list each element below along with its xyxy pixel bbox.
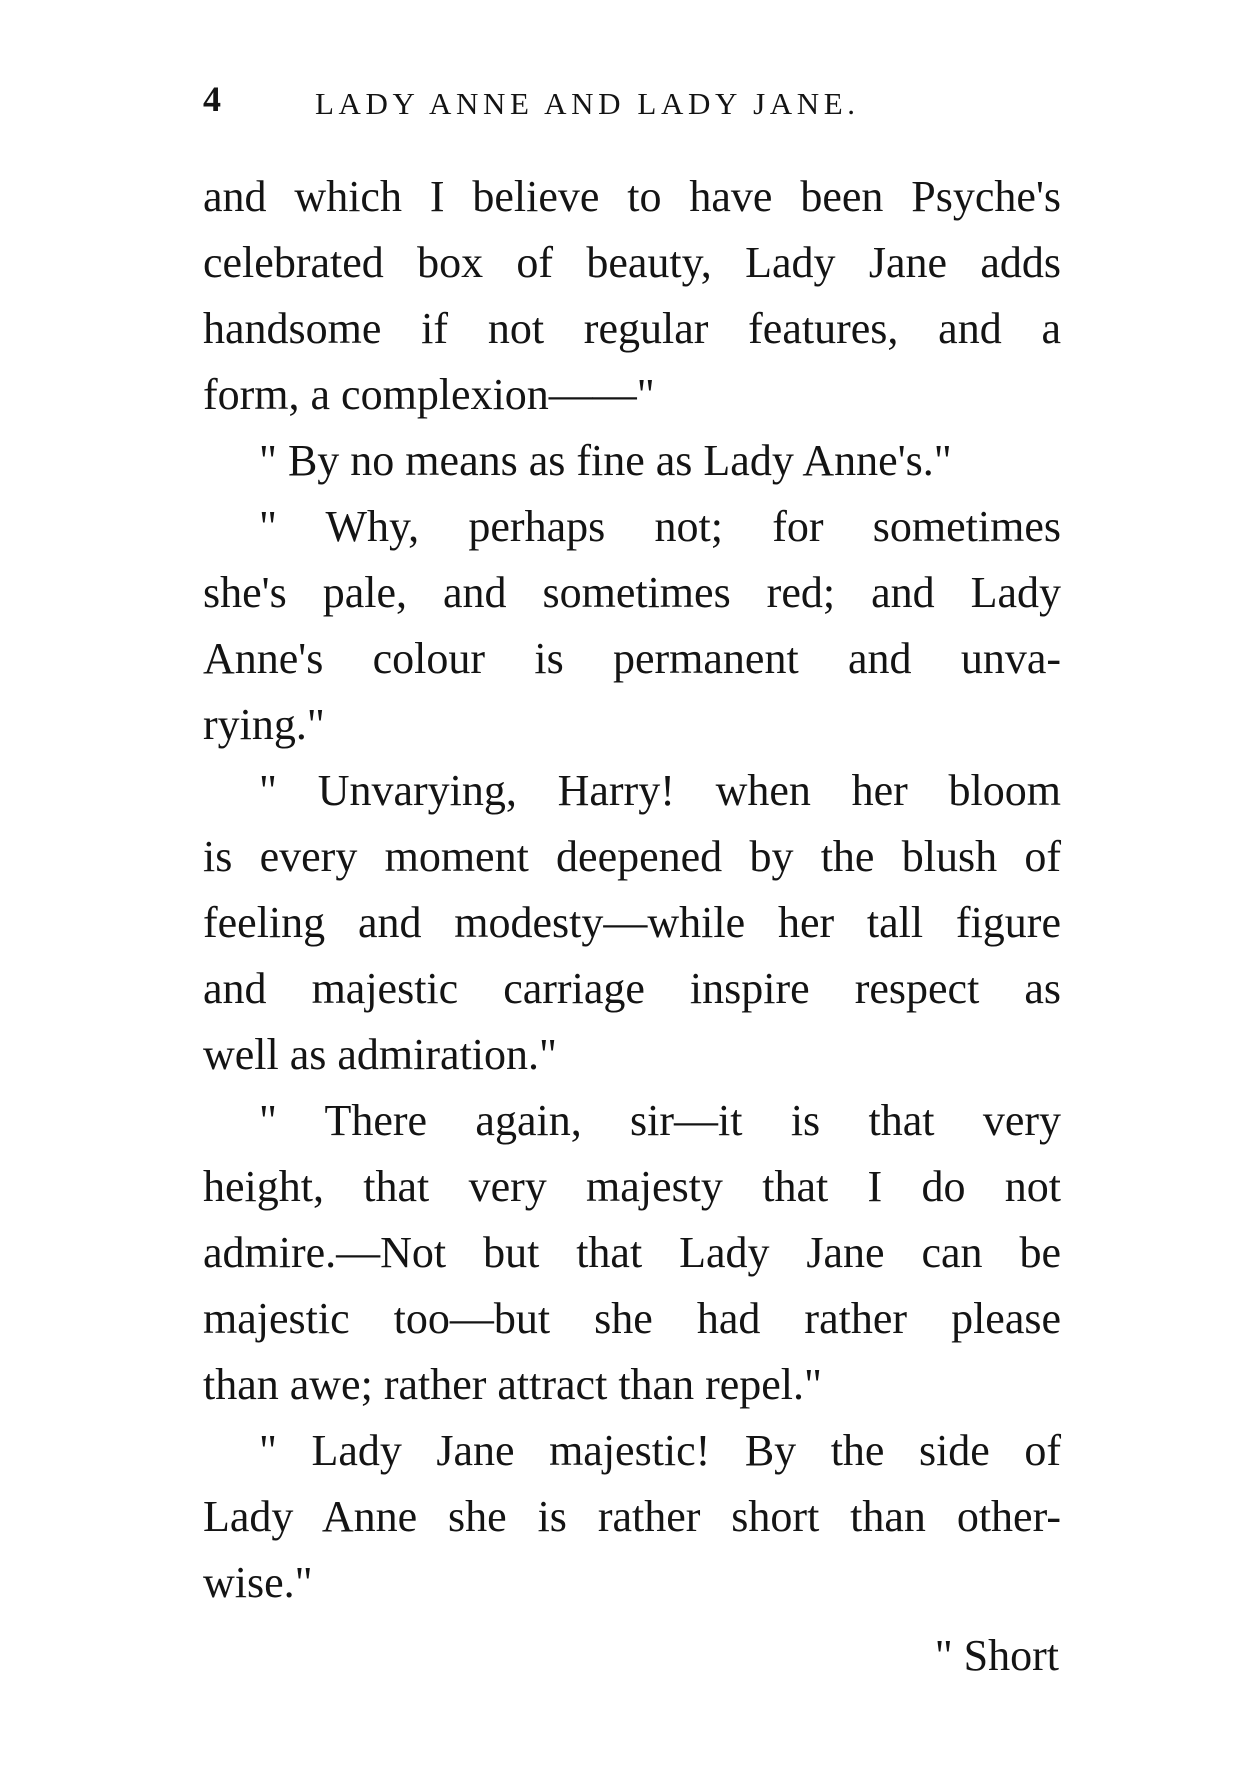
text-line: well as admiration."	[203, 1030, 557, 1079]
text-line: celebrated box of beauty, Lady Jane adds	[203, 238, 1061, 287]
text-line: " There again, sir—it is that very	[259, 1096, 1061, 1145]
text-line: rying."	[203, 700, 325, 749]
text-line: wise."	[203, 1558, 313, 1607]
text-line: majestic too—but she had rather please	[203, 1294, 1061, 1343]
text-line: height, that very majesty that I do not	[203, 1162, 1061, 1211]
text-line: feeling and modesty—while her tall figure	[203, 898, 1061, 947]
text-line: " By no means as fine as Lady Anne's."	[259, 436, 952, 485]
page-header	[203, 78, 1063, 128]
text-line: than awe; rather attract than repel."	[203, 1360, 822, 1409]
text-line: " Lady Jane majestic! By the side of	[259, 1426, 1061, 1475]
catchword: " Short	[934, 1631, 1059, 1680]
body-text	[203, 164, 1061, 1616]
running-title: LADY ANNE AND LADY JANE.	[315, 86, 860, 121]
text-line: admire.—Not but that Lady Jane can be	[203, 1228, 1061, 1277]
text-line: and which I believe to have been Psyche's	[203, 172, 1061, 221]
text-line: " Why, perhaps not; for sometimes	[259, 502, 1061, 551]
text-line: is every moment deepened by the blush of	[203, 832, 1061, 881]
text-line: and majestic carriage inspire respect as	[203, 964, 1061, 1013]
text-line: " Unvarying, Harry! when her bloom	[259, 766, 1061, 815]
text-line: Anne's colour is permanent and unva-	[203, 634, 1061, 683]
text-line: handsome if not regular features, and a	[203, 304, 1061, 353]
text-line: form, a complexion——"	[203, 370, 655, 419]
text-line: Lady Anne she is rather short than other-	[203, 1492, 1061, 1541]
text-line: she's pale, and sometimes red; and Lady	[203, 568, 1061, 617]
page-number: 4	[203, 79, 221, 119]
